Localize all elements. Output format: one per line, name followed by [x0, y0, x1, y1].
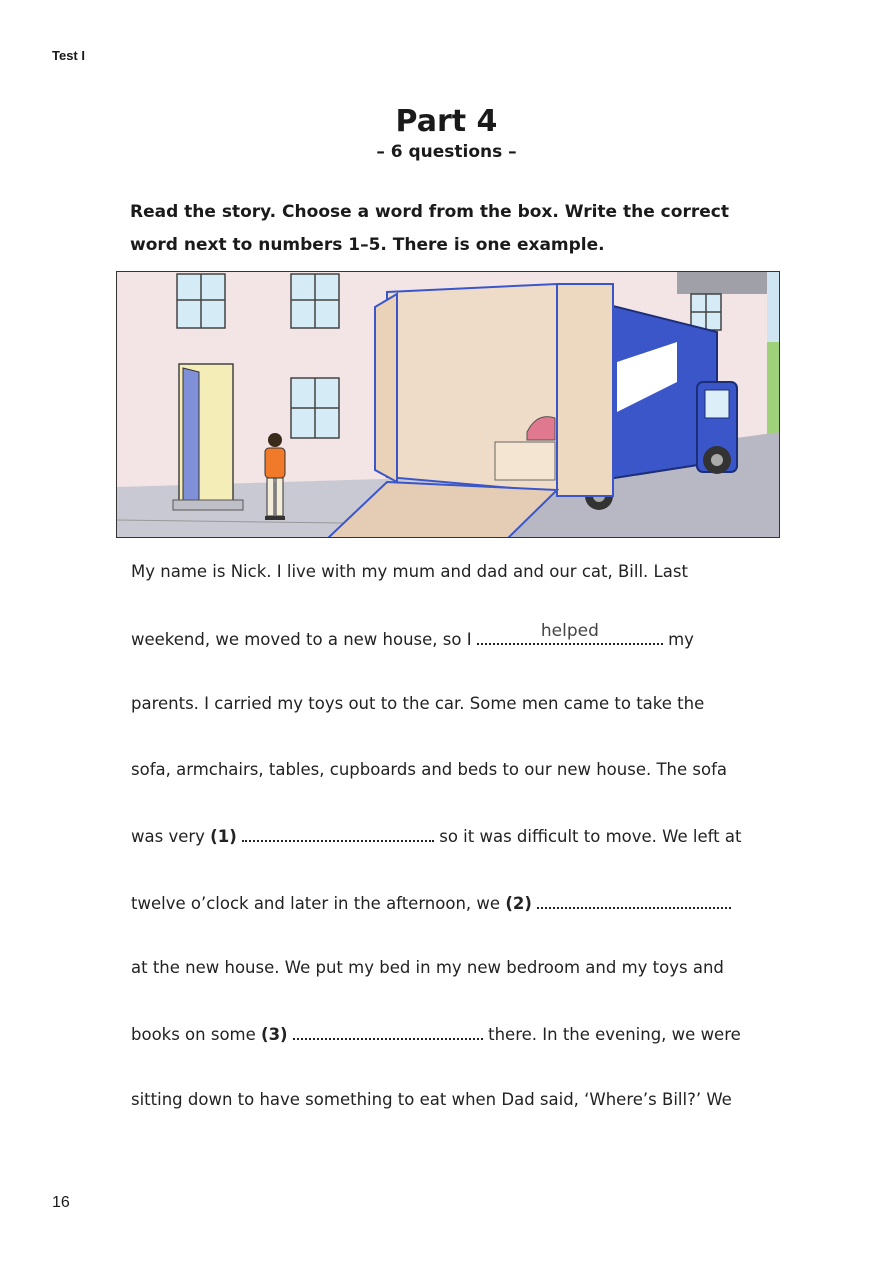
story-text: so it was difficult to move. We left at: [439, 827, 742, 846]
story-line-9: sitting down to have something to eat when Dad said, ‘Where’s Bill?’ We: [131, 1090, 732, 1109]
story-text: there. In the evening, we were: [488, 1025, 741, 1044]
story-text: twelve o’clock and later in the afternoon, we: [131, 894, 501, 913]
story-line-5: [131, 826, 791, 846]
question-1-label: (1): [210, 827, 237, 846]
example-answer-blank: [477, 621, 663, 645]
moving-day-illustration: [116, 271, 780, 538]
answer-blank-3[interactable]: [293, 1024, 483, 1040]
story-line-6: [131, 893, 791, 913]
page-number: 16: [52, 1194, 70, 1211]
story-line-8: [131, 1024, 791, 1044]
question-2-label: (2): [505, 894, 532, 913]
story-text: weekend, we moved to a new house, so I: [131, 630, 472, 649]
story-line-2: [131, 621, 791, 649]
story-line-1: My name is Nick. I live with my mum and dad and our cat, Bill. Last: [131, 562, 688, 581]
answer-blank-1[interactable]: [242, 826, 434, 842]
story-line-3: parents. I carried my toys out to the car. Some men came to take the: [131, 694, 705, 713]
story-line-7: at the new house. We put my bed in my new bedroom and my toys and: [131, 958, 724, 977]
answer-blank-2[interactable]: [537, 893, 731, 909]
part-subtitle: – 6 questions –: [376, 142, 517, 162]
question-3-label: (3): [261, 1025, 288, 1044]
example-answer: helped: [540, 621, 599, 641]
story-text: was very: [131, 827, 205, 846]
instructions: Read the story. Choose a word from the box. Write the correct word next to numbers 1–5. There is one example.: [130, 202, 729, 255]
story-line-4: sofa, armchairs, tables, cupboards and beds to our new house. The sofa: [131, 760, 727, 779]
story-text: my: [668, 630, 694, 649]
section-label: Test I: [52, 48, 85, 63]
moving-truck-scene: [117, 272, 780, 538]
part-title: Part 4: [395, 104, 498, 139]
story-text: books on some: [131, 1025, 256, 1044]
